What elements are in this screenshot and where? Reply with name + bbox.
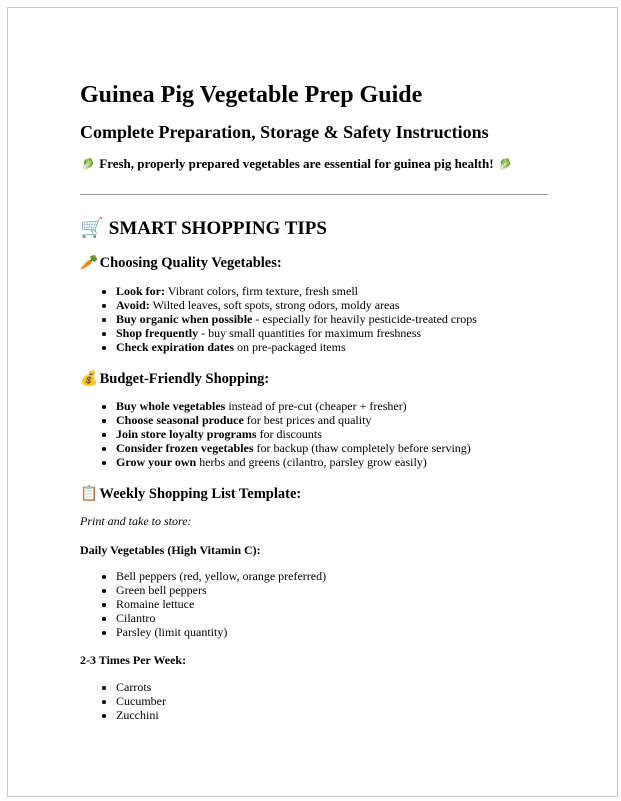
subsection-heading-quality	[80, 254, 282, 272]
list-item: • Bell peppers (red, yellow, orange preferred)	[116, 569, 326, 583]
subsection-heading-budget	[80, 370, 269, 388]
list-item	[116, 427, 471, 441]
list-item-text: for best prices and quality	[243, 413, 372, 427]
list-item-text: on pre-packaged items	[234, 340, 346, 354]
document-page	[7, 7, 618, 797]
subsection-heading-text: Choosing Quality Vegetables:	[99, 255, 282, 271]
list-item: • Cucumber	[116, 694, 166, 708]
money-bag-icon: 💰	[80, 371, 99, 387]
print-note: Print and take to store:	[80, 514, 192, 528]
list-item	[116, 284, 477, 298]
list-item-text: for backup (thaw completely before serving)	[253, 441, 471, 455]
weekly-vegetables-list	[80, 680, 166, 722]
list-item: • Carrots	[116, 680, 166, 694]
list-item-bold: Join store loyalty programs	[116, 427, 257, 441]
carrot-icon: 🥕	[80, 255, 99, 271]
list-item	[116, 455, 471, 469]
page-title: Guinea Pig Vegetable Prep Guide	[80, 82, 423, 108]
list-item-bold: Look for:	[116, 284, 165, 298]
tagline-text: Fresh, properly prepared vegetables are essential for guinea pig health!	[99, 156, 494, 171]
list-item: • Zucchini	[116, 708, 166, 722]
list-item-text: for discounts	[256, 427, 322, 441]
list-item-text: Wilted leaves, soft spots, strong odors, moldy areas	[149, 298, 400, 312]
quality-tips-list	[80, 284, 477, 354]
tagline	[80, 156, 513, 172]
list-item-bold: Shop frequently	[116, 326, 199, 340]
weekly-vegetables-heading: 2-3 Times Per Week:	[80, 653, 187, 667]
shopping-cart-icon: 🛒	[80, 217, 104, 239]
list-item	[116, 413, 471, 427]
list-item	[116, 441, 471, 455]
page-subtitle: Complete Preparation, Storage & Safety Instructions	[80, 122, 489, 142]
section-heading-shopping	[80, 216, 327, 240]
list-item-bold: Buy organic when possible	[116, 312, 253, 326]
list-item-text: Vibrant colors, firm texture, fresh smell	[165, 284, 359, 298]
list-item	[116, 298, 477, 312]
divider	[80, 194, 548, 195]
list-item-bold: Check expiration dates	[116, 340, 234, 354]
list-item-bold: Consider frozen vegetables	[116, 441, 254, 455]
list-item: • Cilantro	[116, 611, 326, 625]
subsection-heading-text: Budget-Friendly Shopping:	[99, 371, 270, 387]
list-item: • Parsley (limit quantity)	[116, 625, 326, 639]
list-item-text: - especially for heavily pesticide-treated crops	[252, 312, 477, 326]
clipboard-icon: 📋	[80, 486, 99, 502]
list-item-text: - buy small quantities for maximum freshness	[198, 326, 422, 340]
daily-vegetables-heading: Daily Vegetables (High Vitamin C):	[80, 543, 261, 557]
budget-tips-list	[80, 399, 471, 469]
list-item-bold: Buy whole vegetables	[116, 399, 226, 413]
list-item-text: herbs and greens (cilantro, parsley grow easily)	[196, 455, 427, 469]
list-item-bold: Avoid:	[116, 298, 150, 312]
list-item	[116, 326, 477, 340]
lettuce-icon: 🥬	[81, 158, 95, 171]
section-heading-text: SMART SHOPPING TIPS	[108, 218, 327, 239]
subsection-heading-text: Weekly Shopping List Template:	[99, 486, 302, 502]
list-item-bold: Grow your own	[116, 455, 197, 469]
list-item: • Green bell peppers	[116, 583, 326, 597]
list-item-bold: Choose seasonal produce	[116, 413, 244, 427]
list-item: • Romaine lettuce	[116, 597, 326, 611]
lettuce-icon: 🥬	[497, 158, 512, 171]
subsection-heading-list-template	[80, 485, 301, 503]
daily-vegetables-list	[80, 569, 326, 639]
list-item	[116, 399, 471, 413]
list-item-text: instead of pre-cut (cheaper + fresher)	[225, 399, 407, 413]
list-item	[116, 312, 477, 326]
list-item	[116, 340, 477, 354]
